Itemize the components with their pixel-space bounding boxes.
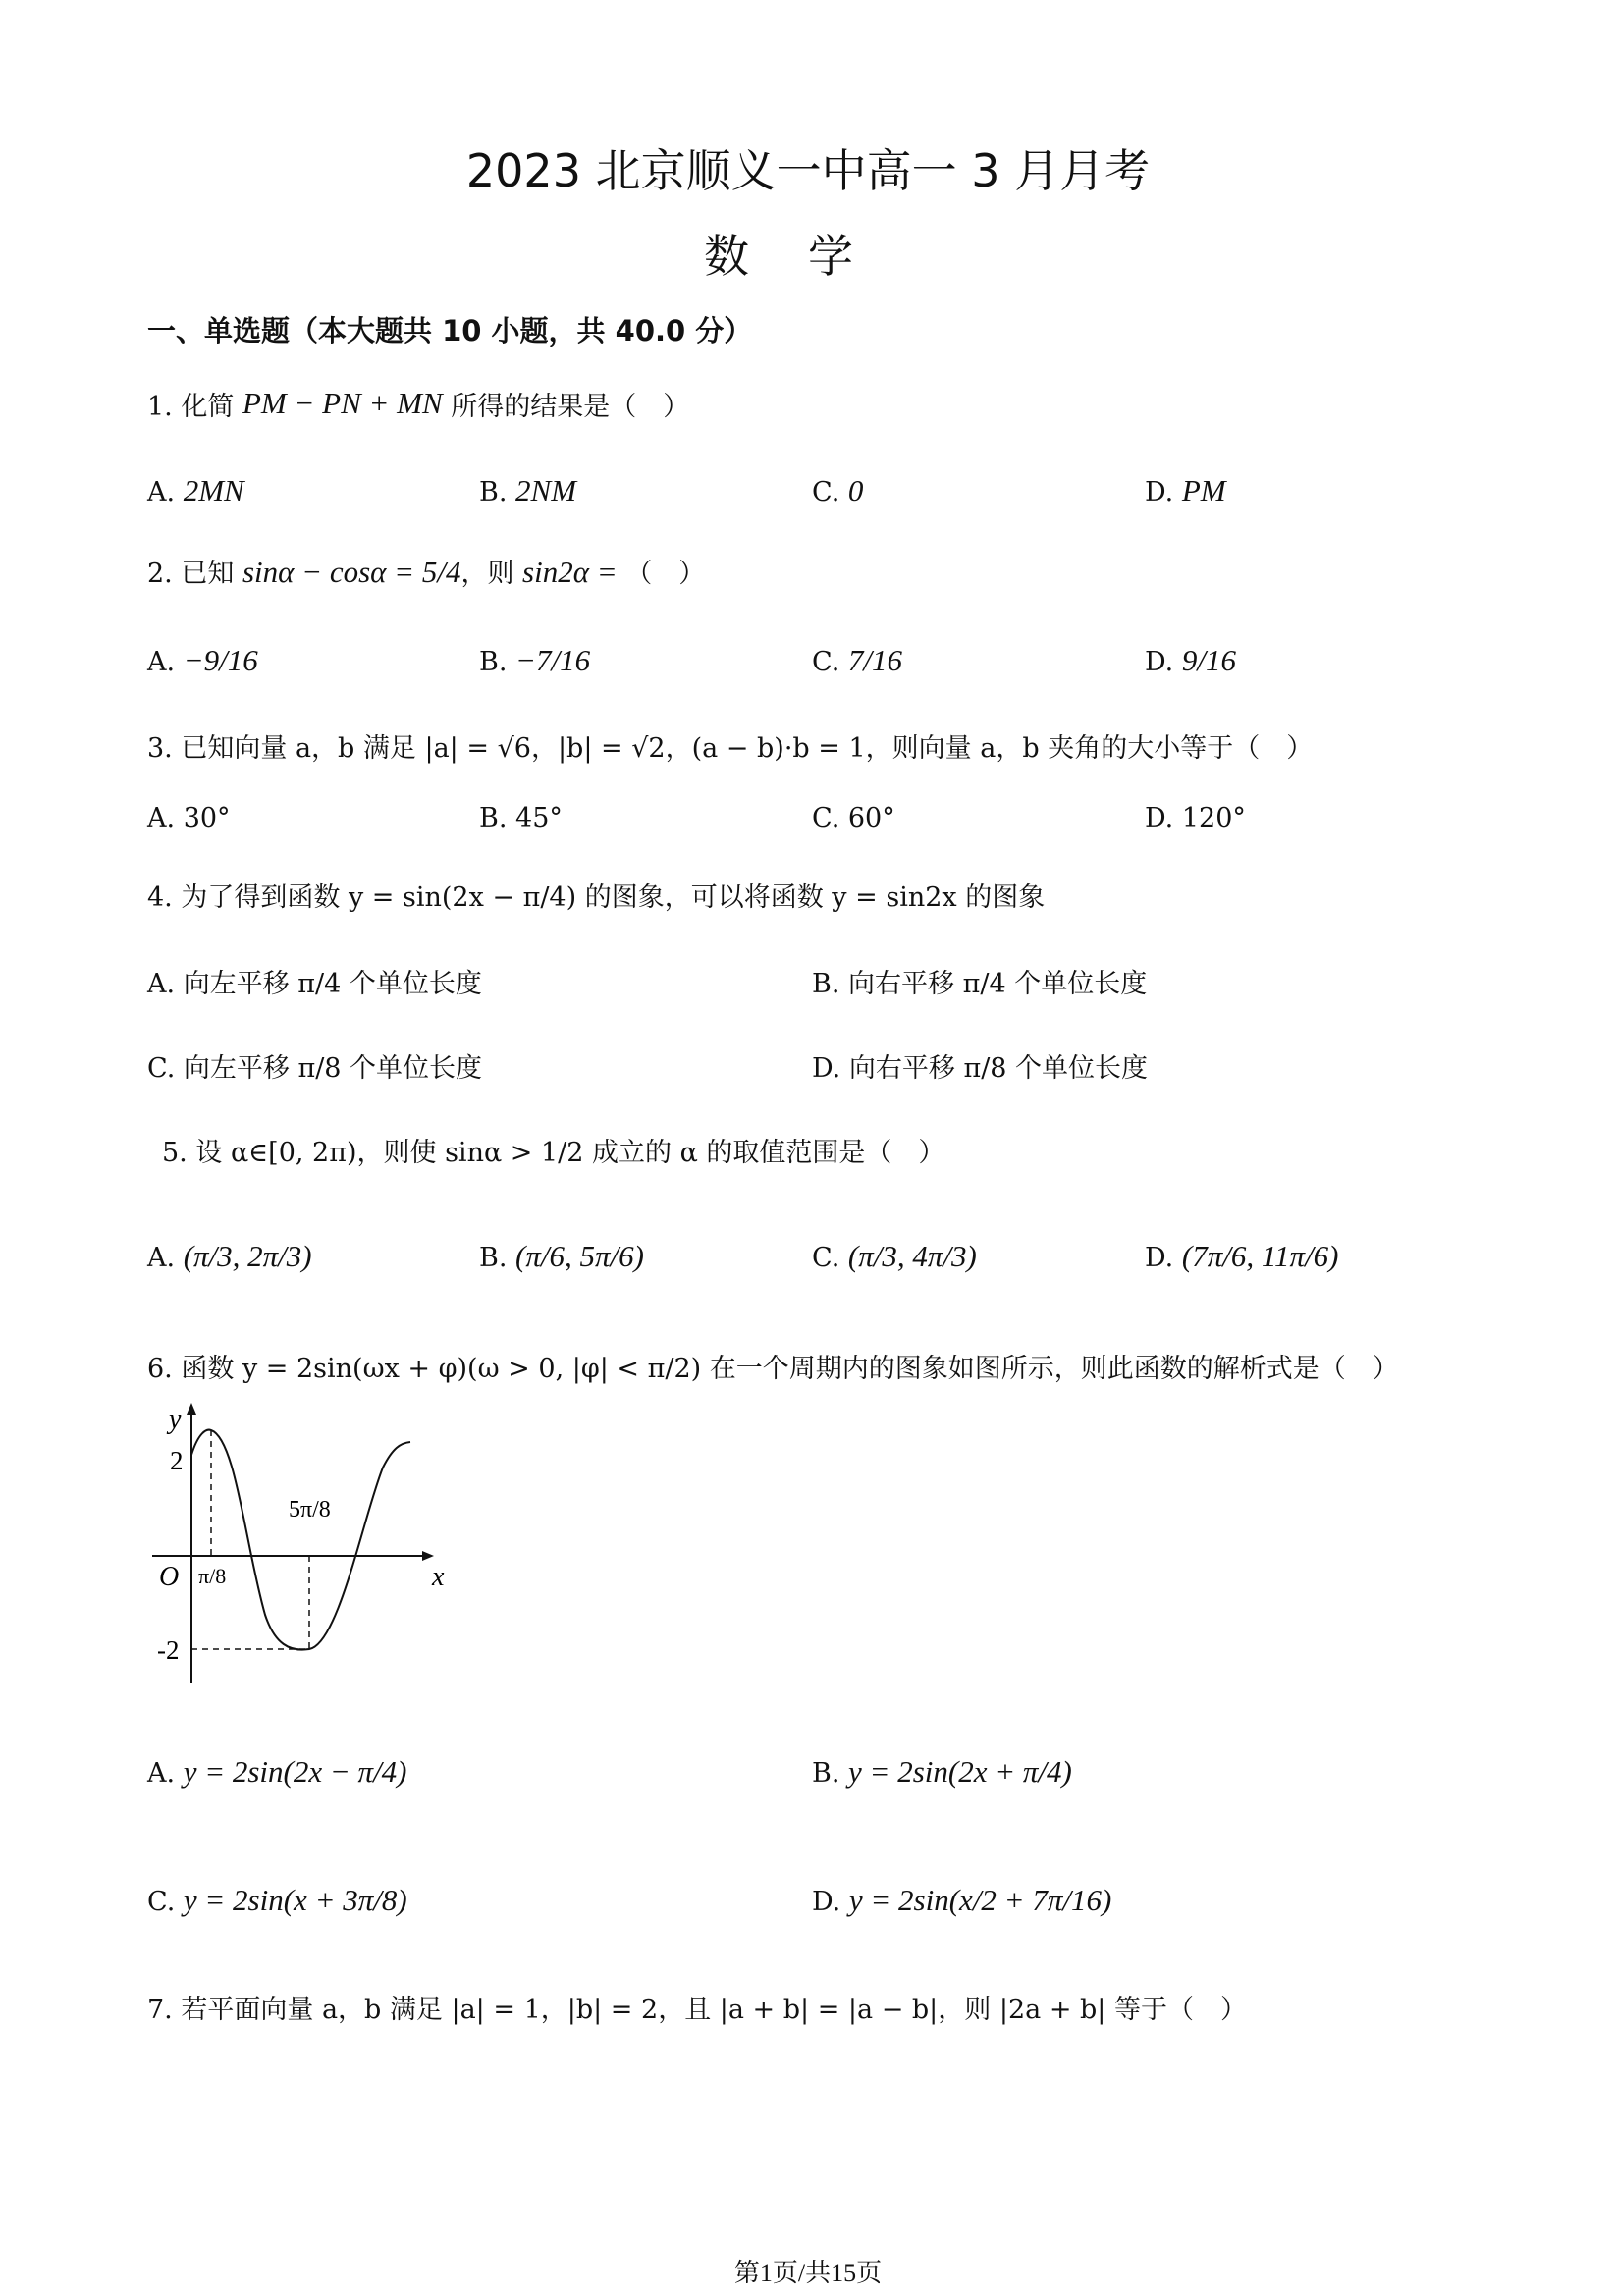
question-7 (147, 1988, 1247, 2026)
q3-option-d[interactable]: D. 120° (1145, 803, 1246, 833)
y-axis-label: y (169, 1405, 182, 1435)
question-number: 1. (147, 392, 173, 422)
q3-option-b[interactable]: B. 45° (479, 803, 563, 833)
question-stem-suffix: （ ） (625, 559, 706, 589)
question-stem: 函数 y = 2sin(ωx + φ)(ω > 0, |φ| < π/2) 在一个周期内的图象如图所示，则此函数的解析式是（ ） (181, 1354, 1399, 1384)
q3-option-a[interactable]: A. 30° (147, 803, 231, 833)
question-5 (162, 1131, 944, 1169)
q1-option-c[interactable]: C. 0 (812, 473, 864, 507)
question-stem-mid: ，则 (460, 559, 514, 589)
q2-option-d[interactable]: D. 9/16 (1145, 643, 1236, 677)
q6-option-d[interactable]: D. y = 2sin(x/2 + 7π/16) (812, 1883, 1112, 1917)
question-1 (147, 385, 689, 423)
question-stem-suffix: 所得的结果是（ ） (451, 392, 690, 422)
page-footer: 第1页/共15页 (733, 2259, 883, 2287)
q4-option-c[interactable]: C. 向左平移 π/8 个单位长度 (147, 1053, 483, 1084)
section-heading: 一、单选题（本大题共 10 小题，共 40.0 分） (147, 314, 753, 347)
q5-option-b[interactable]: B. (π/6, 5π/6) (479, 1239, 644, 1273)
question-2 (147, 552, 705, 590)
q5-option-a[interactable]: A. (π/3, 2π/3) (147, 1239, 312, 1273)
question-number: 2. (147, 559, 173, 589)
y-max-label: 2 (170, 1446, 184, 1475)
q6-option-b[interactable]: B. y = 2sin(2x + π/4) (812, 1754, 1072, 1789)
x-axis-label: x (432, 1562, 445, 1592)
x-axis-arrow (422, 1551, 434, 1561)
question-number: 7. (147, 1995, 173, 2025)
q5-option-c[interactable]: C. (π/3, 4π/3) (812, 1239, 977, 1273)
q1-option-a[interactable]: A. 2MN (147, 473, 244, 507)
x-trough-label: 5π/8 (289, 1497, 331, 1522)
sine-curve (191, 1430, 410, 1650)
q6-option-a[interactable]: A. y = 2sin(2x − π/4) (147, 1754, 407, 1789)
question-3 (147, 726, 1313, 765)
question-4 (147, 876, 1045, 914)
q2-option-a[interactable]: A. −9/16 (147, 643, 258, 677)
q2-option-c[interactable]: C. 7/16 (812, 643, 902, 677)
q6-option-c[interactable]: C. y = 2sin(x + 3π/8) (147, 1883, 407, 1917)
question-stem: 已知向量 a，b 满足 |a| = √6，|b| = √2，(a − b)·b = 1，则向量 a，b 夹角的大小等于（ ） (181, 733, 1314, 764)
question-expression: PM − PN + MN (242, 386, 443, 420)
q2-option-b[interactable]: B. −7/16 (479, 643, 591, 677)
question-stem: 设 α∈[0, 2π)，则使 sinα > 1/2 成立的 α 的取值范围是（ ） (195, 1138, 945, 1168)
question-number: 3. (147, 733, 173, 764)
question-expression: sinα − cosα = 5/4 (242, 555, 461, 589)
question-ask: sin2α = (522, 555, 618, 589)
question-6 (147, 1347, 1399, 1385)
question-stem: 若平面向量 a，b 满足 |a| = 1，|b| = 2，且 |a + b| = |a − b|，则 |2a + b| 等于（ ） (181, 1995, 1247, 2025)
question-number: 6. (147, 1354, 173, 1384)
q3-option-c[interactable]: C. 60° (812, 803, 895, 833)
x-peak-label: π/8 (198, 1564, 227, 1588)
question-stem-prefix: 化简 (181, 392, 235, 422)
q1-option-d[interactable]: D. PM (1145, 473, 1226, 507)
origin-label: O (159, 1562, 180, 1592)
question-stem: 为了得到函数 y = sin(2x − π/4) 的图象，可以将函数 y = sin2x 的图象 (181, 882, 1046, 913)
subject-title: 数学 (704, 230, 912, 283)
q5-option-d[interactable]: D. (7π/6, 11π/6) (1145, 1239, 1339, 1273)
q1-option-b[interactable]: B. 2NM (479, 473, 577, 507)
exam-title: 2023 北京顺义一中高一 3 月月考 (465, 144, 1151, 197)
question-number: 5. (162, 1138, 188, 1168)
y-axis-arrow (187, 1403, 196, 1415)
question-stem-prefix: 已知 (181, 559, 235, 589)
sine-graph (137, 1399, 452, 1693)
q4-option-a[interactable]: A. 向左平移 π/4 个单位长度 (147, 969, 482, 999)
q4-option-b[interactable]: B. 向右平移 π/4 个单位长度 (812, 969, 1148, 999)
y-min-label: -2 (157, 1635, 180, 1665)
q4-option-d[interactable]: D. 向右平移 π/8 个单位长度 (812, 1053, 1149, 1084)
question-number: 4. (147, 882, 173, 913)
